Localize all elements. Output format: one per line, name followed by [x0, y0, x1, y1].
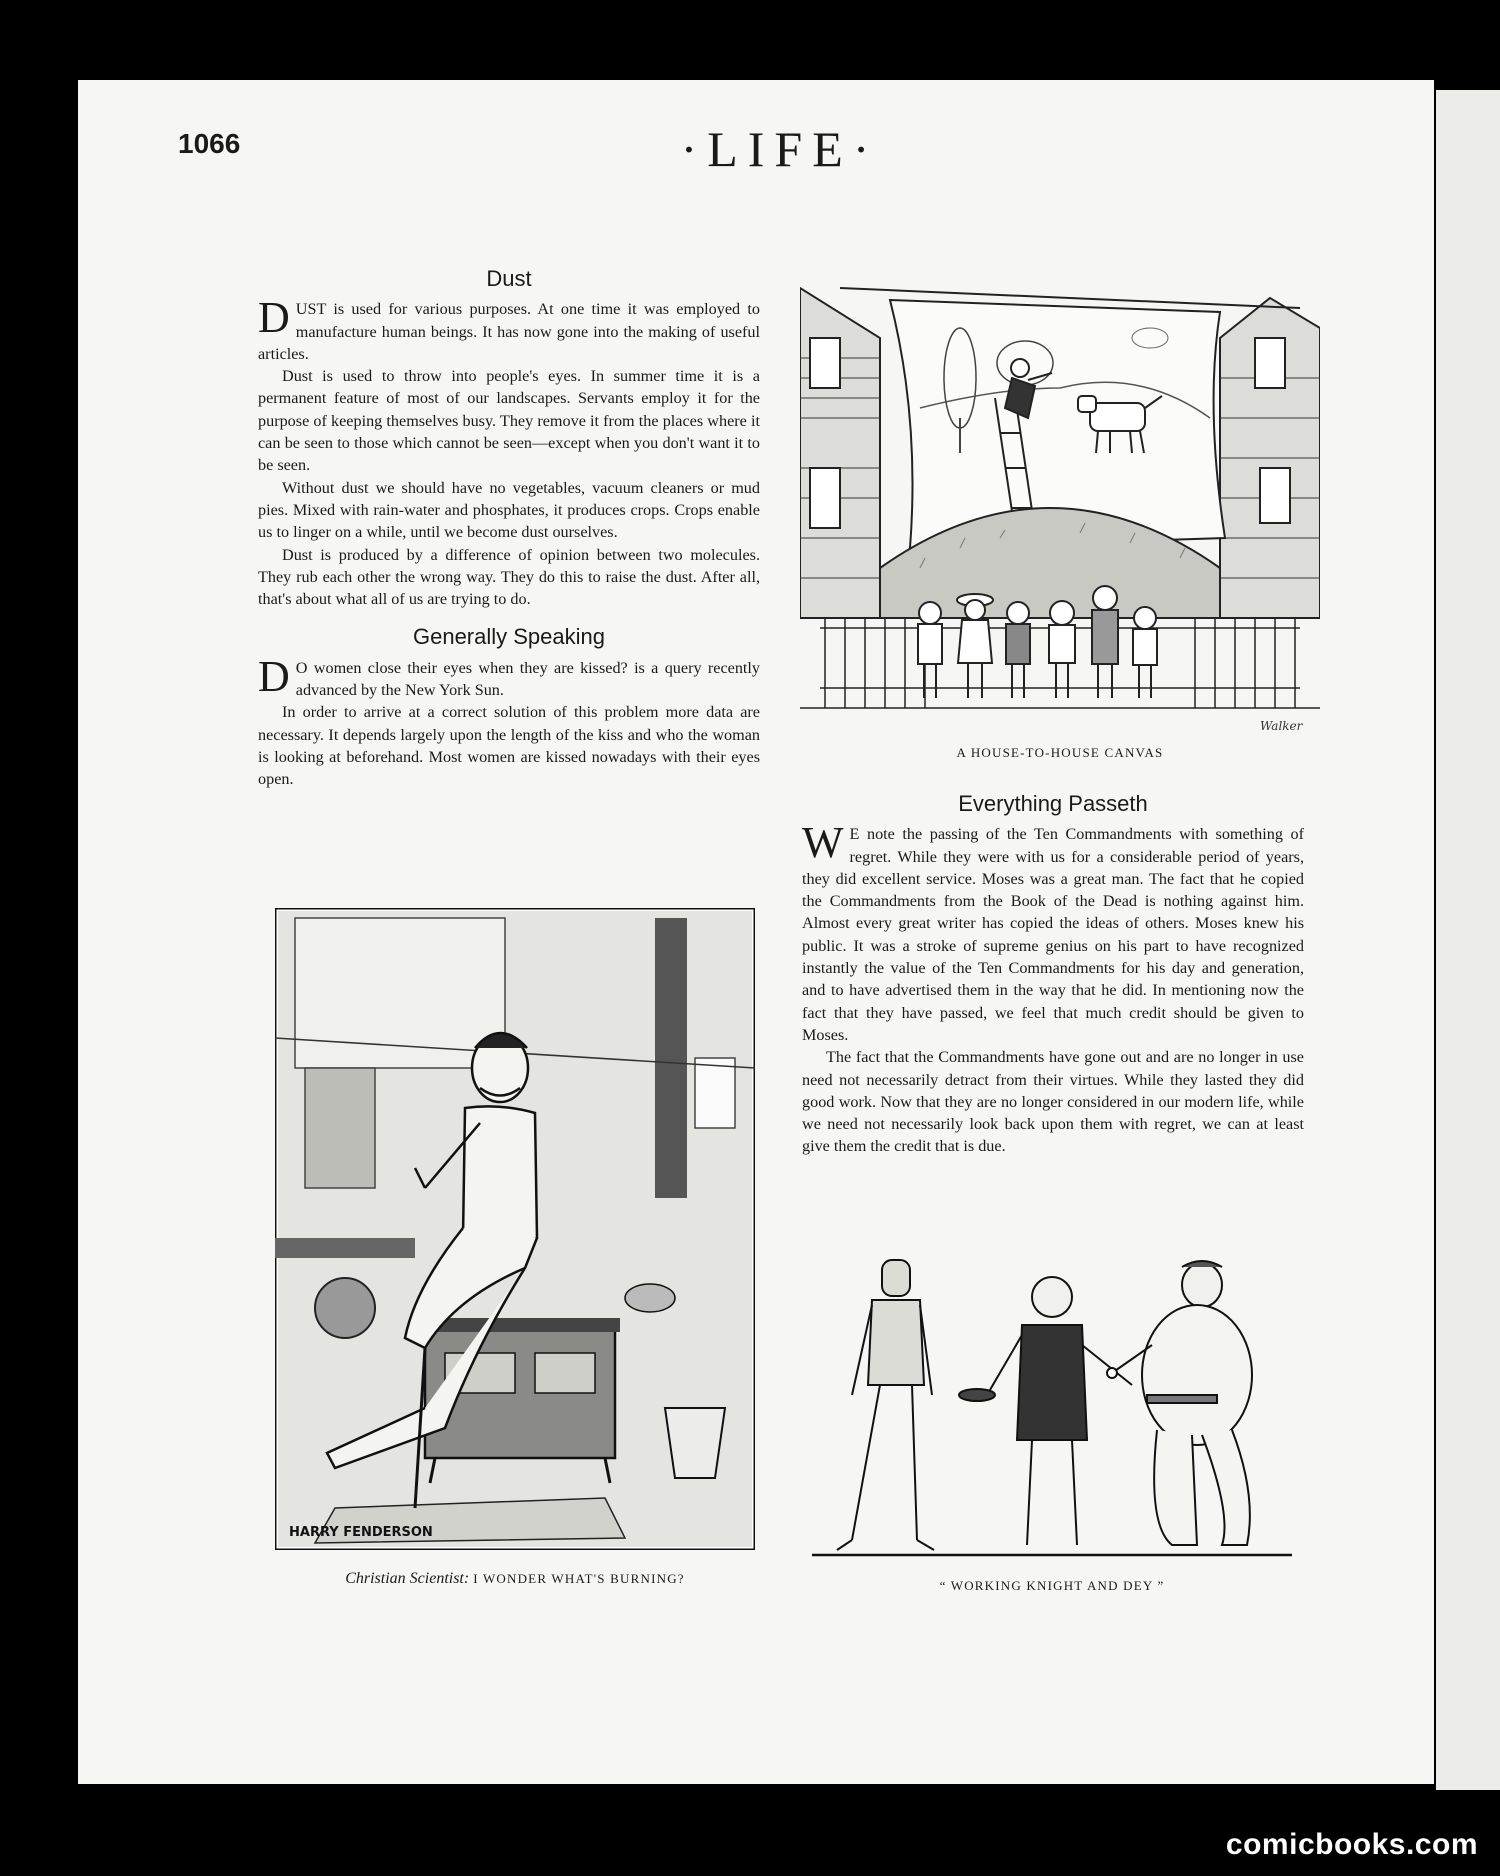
- christian-scientist-illustration: [275, 908, 755, 1550]
- scientist-artist-signature: HARRY FENDERSON: [289, 1525, 433, 1540]
- adjacent-page-edge: [1436, 90, 1500, 1790]
- knight-caption: “ WORKING KNIGHT AND DEY ”: [939, 1578, 1165, 1593]
- everything-heading: Everything Passeth: [958, 791, 1148, 816]
- scientist-caption-text: I WONDER WHAT'S BURNING?: [473, 1571, 685, 1586]
- site-watermark: comicbooks.com: [1225, 1828, 1478, 1861]
- dust-paragraph: Dust is produced by a difference of opinion between two molecules. They rub each other the wrong way. They do this to raise the dust. After all, that's about what all of us are trying to do.: [258, 545, 760, 609]
- masthead-title: ·LIFE·: [680, 121, 880, 177]
- dust-paragraph: Dust is used to throw into people's eyes. In summer time it is a permanent feature of most of our landscapes. Servants employ it for the purpose of keeping themselves busy. They remove it from the places where it can be seen to those which cannot be seen—except when you don't want it to be seen.: [258, 367, 760, 475]
- canvas-artist-signature: Walker: [1260, 719, 1303, 733]
- page-number: 1066: [178, 128, 241, 159]
- scientist-caption-speaker: Christian Scientist:: [345, 1570, 470, 1587]
- generally-paragraph: DO women close their eyes when they are kissed? is a query recently advanced by the New York Sun.: [258, 651, 760, 701]
- left-column: [258, 268, 760, 791]
- everything-paragraph: The fact that the Commandments have gone out and are no longer in use need not necessarily detract from their virtues. While they lasted they did good work. Now that they are no longer considered in our modern life, while we need not necessarily look back upon them with regret, we can at least give them the credit that is due.: [802, 1048, 1304, 1156]
- canvas-caption: A HOUSE-TO-HOUSE CANVAS: [956, 745, 1164, 760]
- working-knight-illustration: [812, 1255, 1292, 1560]
- generally-heading: Generally Speaking: [412, 624, 605, 650]
- everything-paragraph: WE note the passing of the Ten Commandments with something of regret. While they were with us for a considerable period of years, they did excellent service. Moses was a great man. The fact that he copied the Commandments from the Book of the Dead is nothing against him. Almost every great writer has copied the ideas of others. Moses knew his public. It was a stroke of supreme genius on his part to have recognized instantly the value of the Ten Commandments for his day and generation, and to have advertised them in the way that he did. In mentioning now the fact that they have passed, we feel that much credit should be given to Moses.: [802, 818, 1304, 1044]
- dust-paragraph: DUST is used for various purposes. At one time it was employed to manufacture human beings. It has now gone into the making of useful articles.: [258, 293, 760, 363]
- dust-paragraph: Without dust we should have no vegetables, vacuum cleaners or mud pies. Mixed with rain-water and phosphates, it produces crops. Crops enable us to linger on a while, until we become dust ourselves.: [258, 478, 760, 542]
- scientist-caption: [272, 1570, 758, 1588]
- dust-heading: Dust: [486, 266, 532, 291]
- right-column: [802, 793, 1304, 1158]
- house-canvas-illustration: [800, 268, 1320, 738]
- generally-paragraph: In order to arrive at a correct solution of this problem more data are necessary. It depends largely upon the length of the kiss and who the woman is looking at beforehand. Most women are kissed nowadays with their eyes open.: [258, 703, 760, 789]
